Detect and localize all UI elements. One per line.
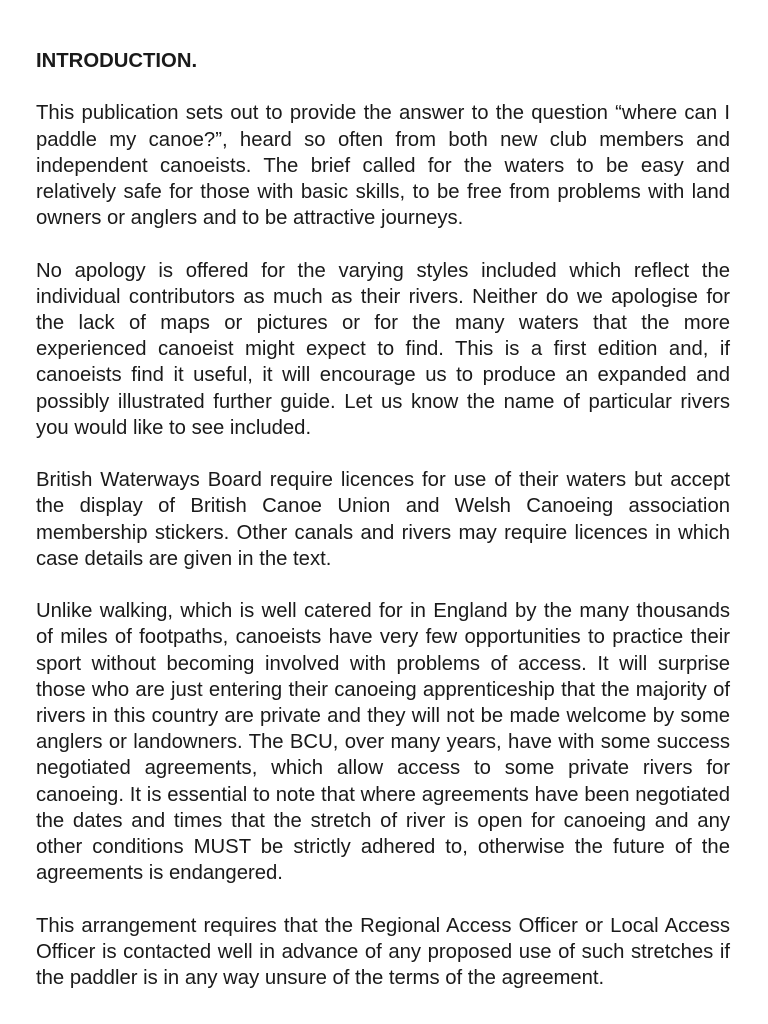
paragraph-access: Unlike walking, which is well catered for in England by the many thousands of miles of footpaths, canoeists have very few opportunities to practice their sport without becoming involved with problems of access. It will surprise those who are just entering their canoeing apprenticeship that the majority of rivers in this country are private and they will not be made welcome by some anglers or landowners. The BCU, over many years, have with some success negotiated agreements, which allow access to some private rivers for canoeing. It is essential to note that where agreements have been negotiated the dates and times that the stretch of river is open for canoeing and any other conditions MUST be strictly adhered to, otherwise the future of the agreements is endangered. <box>36 600 730 885</box>
paragraph-apology: No apology is offered for the varying styles included which reflect the individual contributors as much as their rivers. Neither do we apologise for the lack of maps or pictures or for the many waters that the more experienced canoeist might expect to find. This is a first edition and, if canoeists find it useful, it will encourage us to produce an expanded and possibly illustrated further guide. Let us know the name of particular rivers you would like to see included. <box>36 259 730 439</box>
paragraph-licences: British Waterways Board require licences for use of their waters but accept the display of British Canoe Union and Welsh Canoeing association membership stickers. Other canals and rivers may require licences in which case details are given in the text. <box>36 469 730 570</box>
paragraph-intro: This publication sets out to provide the answer to the question “where can I paddle my canoe?”, heard so often from both new club members and independent canoeists. The brief called for the waters to be easy and relatively safe for those with basic skills, to be free from problems with land owners or anglers and to be attractive journeys. <box>36 102 730 230</box>
paragraph-access-officer: This arrangement requires that the Regional Access Officer or Local Access Officer is contacted well in advance of any proposed use of such stretches if the paddler is in any way unsure of the terms of the agreement. <box>36 914 730 990</box>
document-page <box>36 48 730 991</box>
section-heading: INTRODUCTION. <box>36 50 198 72</box>
